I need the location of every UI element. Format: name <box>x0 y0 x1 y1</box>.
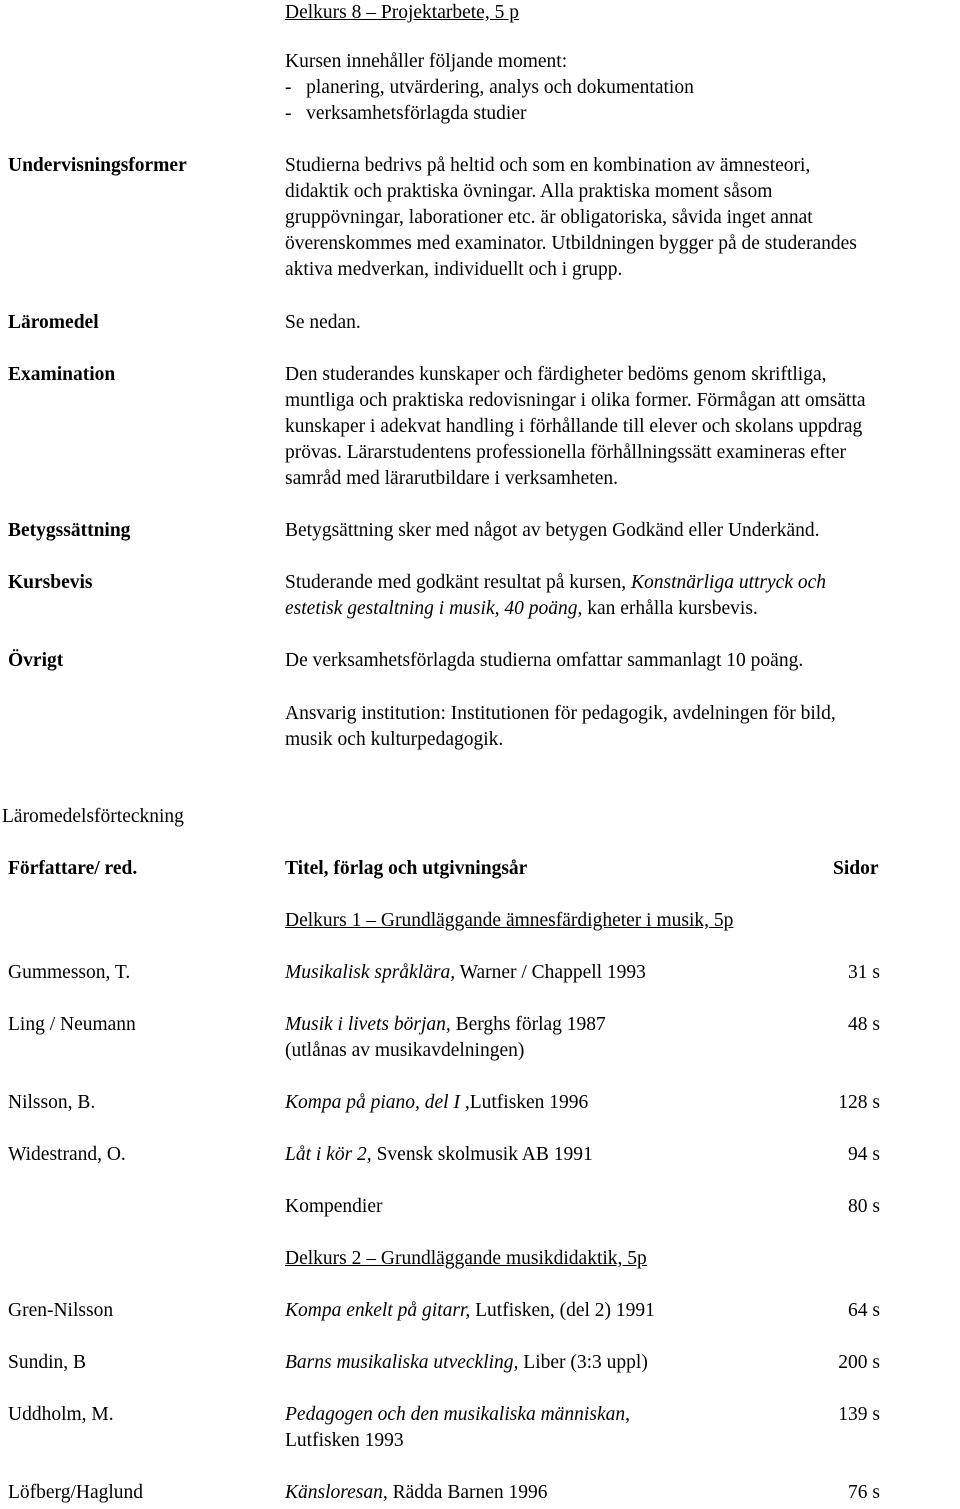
book-title: Musikalisk språklära, Warner / Chappell 1993 <box>285 962 646 983</box>
book-author: Widestrand, O. <box>8 1144 126 1165</box>
book-author: Nilsson, B. <box>8 1092 96 1113</box>
book-title: Barns musikaliska utveckling, Liber (3:3 uppl) <box>285 1352 648 1373</box>
examination-text: Den studerandes kunskaper och färdigheter bedöms genom skriftliga, muntliga och praktiska redovisningar i olika former. Förmågan att omsätta kunskaper i adekvat handling i förhållande till elever och skolans uppdrag prövas. Lärarstudentens professionella förhållningssätt examineras efter samråd med lärarutbildare i verksamheten. <box>285 364 866 489</box>
betygssattning-text: Betygsättning sker med något av betygen Godkänd eller Underkänd. <box>285 520 820 541</box>
laromedel-text: Se nedan. <box>285 312 361 333</box>
book-pages: 94 s <box>848 1144 880 1165</box>
book-pages: 31 s <box>848 962 880 983</box>
book-pages: 200 s <box>838 1352 880 1373</box>
moment-item: - verksamhetsförlagda studier <box>285 103 527 124</box>
book-title: Musik i livets början, Berghs förlag 1987 (utlånas av musikavdelningen) <box>285 1014 606 1061</box>
book-pages: 128 s <box>838 1092 880 1113</box>
kursbevis-text: Studerande med godkänt resultat på kursen, Konstnärliga uttryck och estetisk gestaltning i musik, 40 poäng, kan erhålla kursbevis. <box>285 572 827 619</box>
book-author: Löfberg/Haglund <box>8 1482 144 1503</box>
book-pages: 80 s <box>848 1196 880 1217</box>
book-author: Gren-Nilsson <box>8 1300 114 1321</box>
book-title: Låt i kör 2, Svensk skolmusik AB 1991 <box>285 1144 593 1165</box>
book-pages: 76 s <box>848 1482 880 1503</box>
book-title: Känsloresan, Rädda Barnen 1996 <box>285 1482 548 1503</box>
book-title: Kompa enkelt på gitarr, Lutfisken, (del 2) 1991 <box>285 1300 655 1321</box>
book-pages: 48 s <box>848 1014 880 1035</box>
book-pages: 139 s <box>838 1404 880 1425</box>
ovrigt-text: De verksamhetsförlagda studierna omfattar sammanlagt 10 poäng. <box>285 650 804 671</box>
book-title: Pedagogen och den musikaliska människan, Lutfisken 1993 <box>285 1404 630 1451</box>
betygssattning-label: Betygssättning <box>8 520 131 541</box>
delkurs-2-heading: Delkurs 2 – Grundläggande musikdidaktik, 5p <box>285 1248 647 1269</box>
book-title: Kompendier <box>285 1196 383 1217</box>
col-author-header: Författare/ red. <box>8 858 138 879</box>
kursbevis-label: Kursbevis <box>8 572 93 593</box>
delkurs-1-heading: Delkurs 1 – Grundläggande ämnesfärdigheter i musik, 5p <box>285 910 734 931</box>
moment-item: - planering, utvärdering, analys och dokumentation <box>285 77 694 98</box>
delkurs-8-heading: Delkurs 8 – Projektarbete, 5 p <box>285 2 519 23</box>
moment-intro: Kursen innehåller följande moment: <box>285 51 568 72</box>
book-pages: 64 s <box>848 1300 880 1321</box>
ovrigt-label: Övrigt <box>8 650 64 671</box>
col-title-header: Titel, förlag och utgivningsår <box>285 858 528 879</box>
ansvarig-institution: Ansvarig institution: Institutionen för pedagogik, avdelningen för bild, musik och kulturpedagogik. <box>285 703 836 750</box>
undervisningsformer-text: Studierna bedrivs på heltid och som en kombination av ämnesteori, didaktik och praktiska övningar. Alla praktiska moment såsom gruppövningar, laborationer etc. är obligatoriska, såvida inget annat överenskommes med examinator. Utbildningen bygger på de studerandes aktiva medverkan, individuellt och i grupp. <box>285 155 857 280</box>
book-title: Kompa på piano, del I ,Lutfisken 1996 <box>285 1092 589 1113</box>
book-author: Gummesson, T. <box>8 962 131 983</box>
examination-label: Examination <box>8 364 116 385</box>
laromedel-label: Läromedel <box>8 312 99 333</box>
col-pages-header: Sidor <box>833 858 879 879</box>
book-author: Sundin, B <box>8 1352 87 1373</box>
book-author: Uddholm, M. <box>8 1404 114 1425</box>
laromedelsforteckning-heading: Läromedelsförteckning <box>2 806 184 827</box>
undervisningsformer-label: Undervisningsformer <box>8 155 187 176</box>
book-author: Ling / Neumann <box>8 1014 136 1035</box>
